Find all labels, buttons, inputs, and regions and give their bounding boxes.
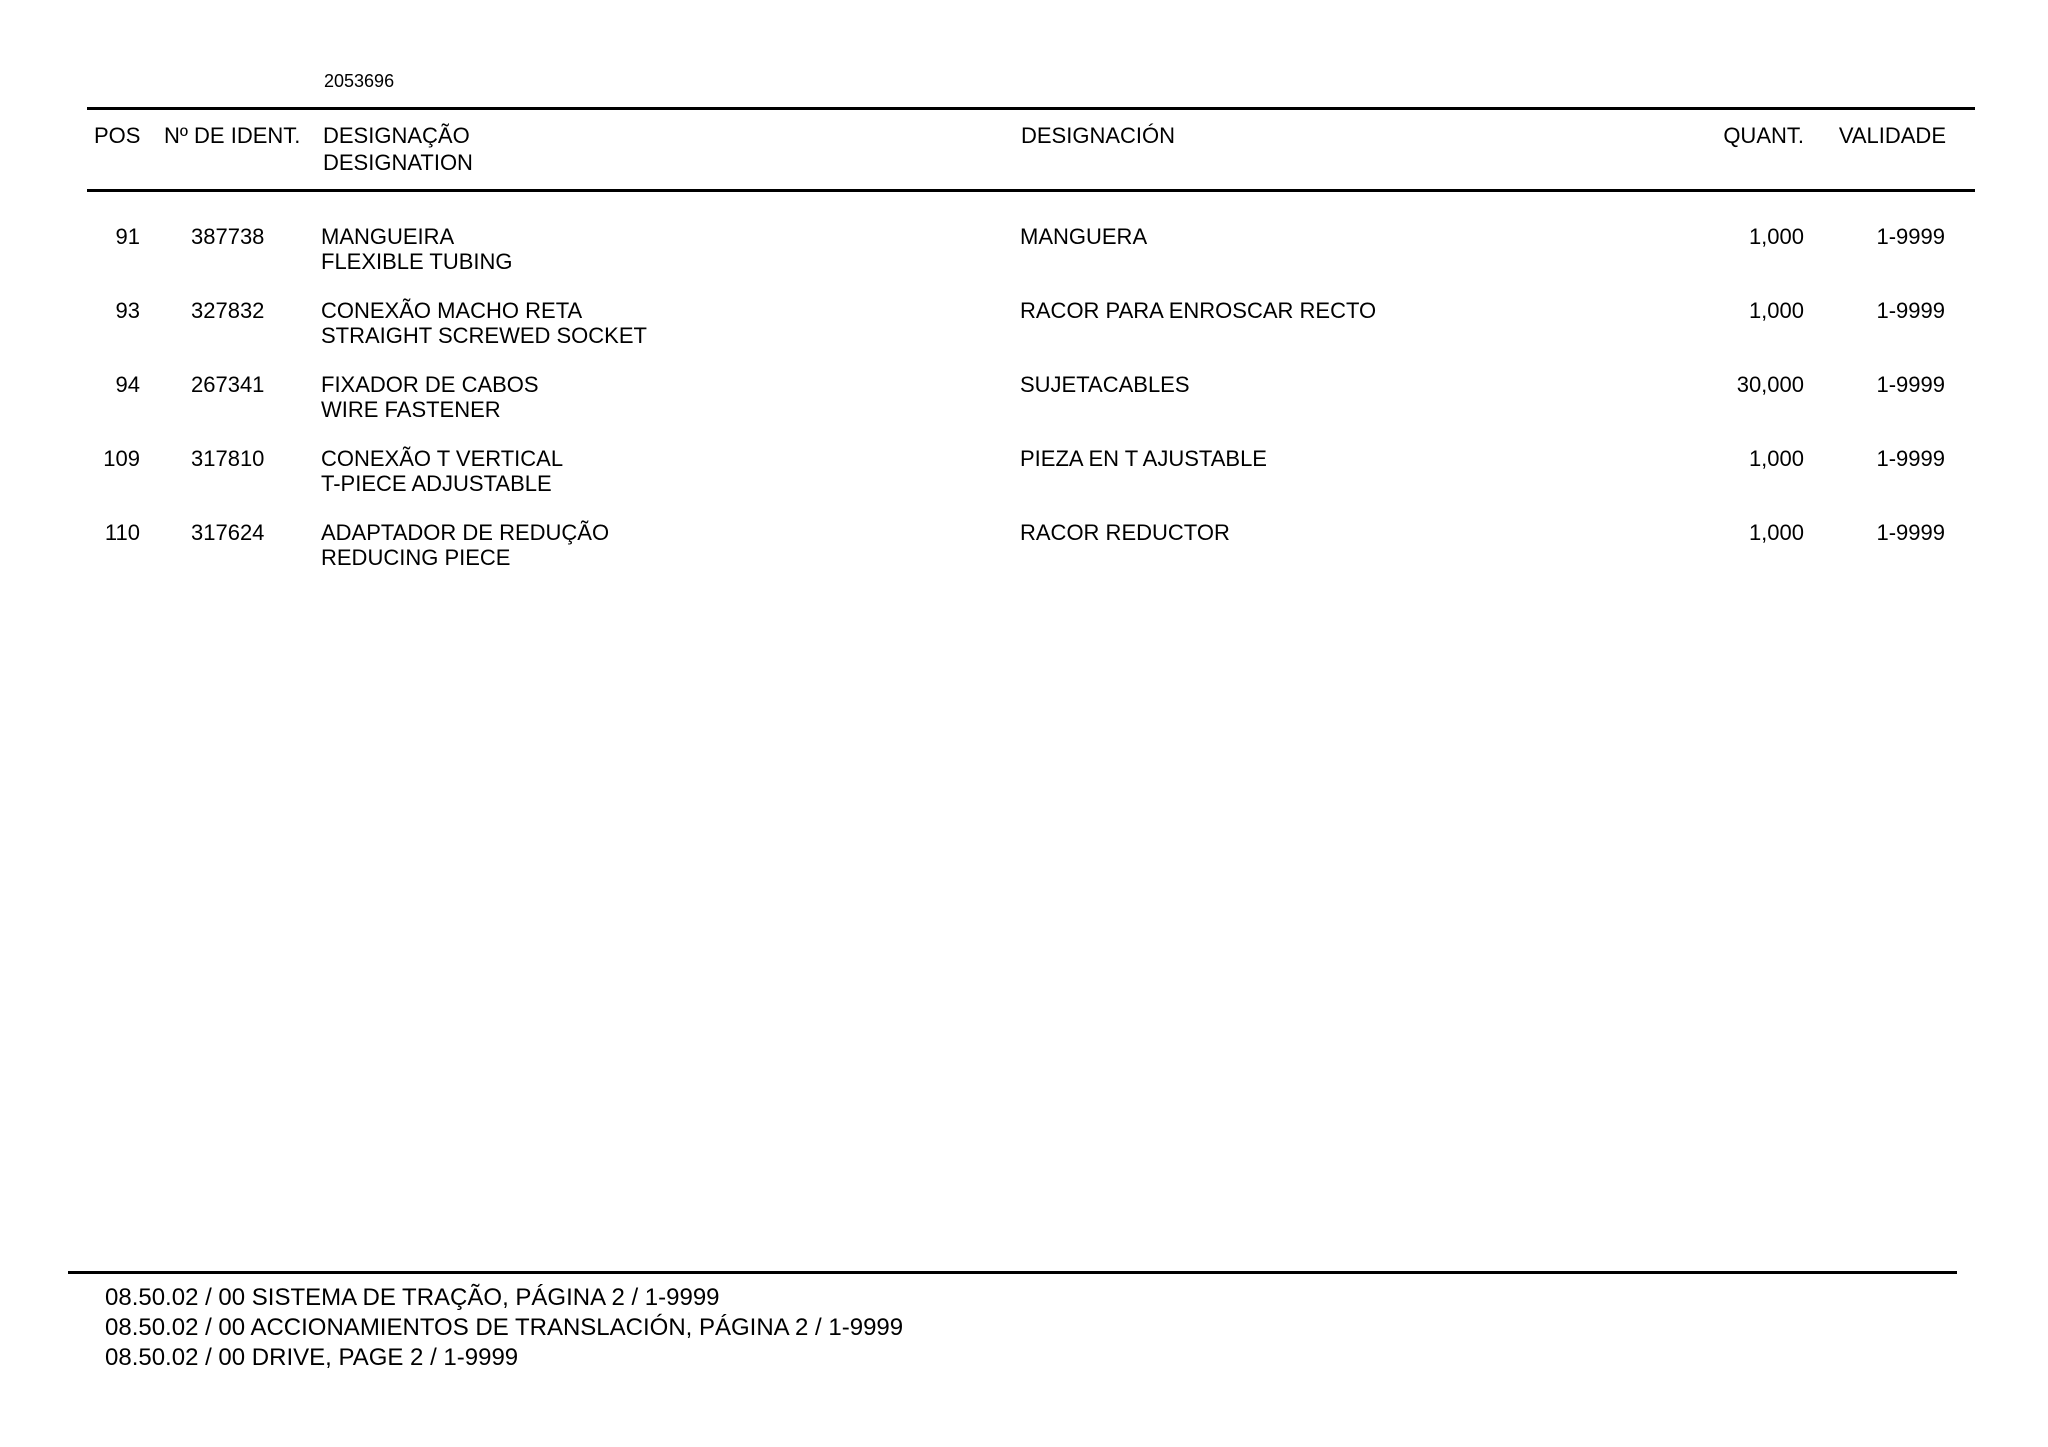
cell-designation [321, 298, 647, 348]
header-rule [87, 189, 1975, 192]
cell-validity: 1-9999 [1876, 372, 1945, 397]
header-designation-pt: DESIGNAÇÃO [323, 123, 470, 148]
footer-line-pt: 08.50.02 / 00 SISTEMA DE TRAÇÃO, PÁGINA 2 / 1-9999 [105, 1284, 720, 1311]
cell-designation-es: RACOR REDUCTOR [1020, 520, 1230, 545]
cell-designation [321, 446, 563, 496]
cell-pos: 91 [115, 224, 140, 249]
cell-designation-es: SUJETACABLES [1020, 372, 1190, 397]
cell-quantity: 1,000 [1748, 520, 1804, 545]
page-footer [105, 1283, 903, 1373]
cell-designation-pt: ADAPTADOR DE REDUÇÃO [321, 520, 610, 545]
cell-validity: 1-9999 [1876, 298, 1945, 323]
cell-designation-pt: MANGUEIRA [321, 224, 455, 249]
cell-designation-en: FLEXIBLE TUBING [321, 249, 513, 274]
cell-pos: 109 [103, 446, 140, 471]
cell-ident: 317810 [191, 446, 265, 471]
top-rule [87, 107, 1975, 110]
header-ident: Nº DE IDENT. [164, 123, 301, 148]
parts-table-body [0, 224, 2048, 594]
cell-designation-es: MANGUERA [1020, 224, 1148, 249]
cell-designation-pt: FIXADOR DE CABOS [321, 372, 539, 397]
cell-validity: 1-9999 [1876, 520, 1945, 545]
footer-rule [68, 1271, 1957, 1274]
header-designation [323, 122, 473, 176]
cell-validity: 1-9999 [1876, 224, 1945, 249]
header-designation-en: DESIGNATION [323, 150, 473, 175]
cell-designation-pt: CONEXÃO T VERTICAL [321, 446, 564, 471]
cell-designation-en: WIRE FASTENER [321, 397, 501, 422]
header-pos: POS [94, 123, 141, 148]
cell-pos: 93 [115, 298, 140, 323]
cell-designation-es: PIEZA EN T AJUSTABLE [1020, 446, 1267, 471]
cell-ident: 317624 [191, 520, 265, 545]
footer-line-en: 08.50.02 / 00 DRIVE, PAGE 2 / 1-9999 [105, 1344, 519, 1371]
cell-pos: 94 [115, 372, 140, 397]
document-number: 2053696 [324, 71, 395, 91]
table-row [0, 446, 2048, 520]
header-designation-es: DESIGNACIÓN [1021, 123, 1176, 148]
table-row [0, 298, 2048, 372]
cell-ident: 387738 [191, 224, 265, 249]
cell-ident: 267341 [191, 372, 265, 397]
cell-designation-en: STRAIGHT SCREWED SOCKET [321, 323, 647, 348]
cell-designation-pt: CONEXÃO MACHO RETA [321, 298, 583, 323]
cell-pos: 110 [104, 520, 140, 545]
cell-quantity: 1,000 [1748, 224, 1804, 249]
cell-validity: 1-9999 [1876, 446, 1945, 471]
cell-quantity: 1,000 [1748, 298, 1804, 323]
header-validity: VALIDADE [1838, 123, 1946, 148]
cell-designation [321, 520, 609, 570]
cell-designation-es: RACOR PARA ENROSCAR RECTO [1020, 298, 1377, 323]
cell-quantity: 1,000 [1748, 446, 1804, 471]
cell-designation [321, 372, 539, 422]
cell-ident: 327832 [191, 298, 265, 323]
cell-quantity: 30,000 [1736, 372, 1804, 397]
footer-line-es: 08.50.02 / 00 ACCIONAMIENTOS DE TRANSLACIÓN, PÁGINA 2 / 1-9999 [105, 1314, 904, 1341]
table-row [0, 372, 2048, 446]
header-quantity: QUANT. [1723, 123, 1804, 148]
cell-designation-en: T-PIECE ADJUSTABLE [321, 471, 552, 496]
cell-designation [321, 224, 513, 274]
table-row [0, 224, 2048, 298]
table-row [0, 520, 2048, 594]
cell-designation-en: REDUCING PIECE [321, 545, 511, 570]
